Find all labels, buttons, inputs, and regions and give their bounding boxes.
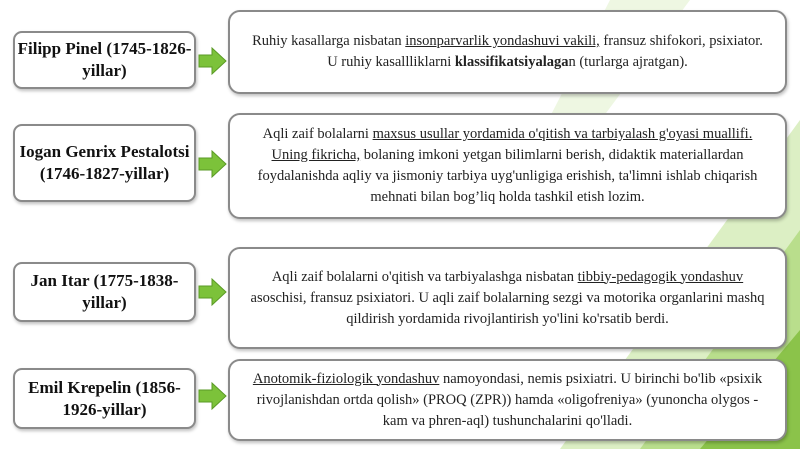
description-text: Aqli zaif bolalarni o'qitish va tarbiyalashga nisbatan tibbiy-pedagogik yondashuv asoschisi, fransuz psixiatori. U aqli zaif bolalarning sezgi va motorika organlarini mashq qildirish yordamida rivojlantirish yo'lini ko'rsatib berdi.	[250, 268, 765, 327]
description-text: Aqli zaif bolalarni maxsus usullar yordamida o'qitish va tarbiyalash g'oyasi muallifi. Uning fikricha, bolaning imkoni yetgan bilimlarni berish, didaktik materiallardan foydalanishda aqliy va jismoniy tarbiya uyg'unligiga erishish, ta'limni ishlab chiqarish mehnati bilan bog’liq holda tashkil etish lozim.	[257, 126, 758, 205]
person-name: Emil Krepelin (1856-1926-yillar)	[28, 377, 181, 419]
person-name: Jan Itar (1775-1838-yillar)	[30, 271, 179, 312]
person-name-box	[13, 368, 196, 429]
right-arrow-icon	[197, 277, 227, 307]
description-box	[228, 247, 787, 349]
right-arrow-icon	[197, 149, 227, 179]
person-name: Iogan Genrix Pestalotsi (1746-1827-yillar)	[19, 142, 190, 183]
description-box	[228, 10, 787, 94]
description-box	[228, 359, 787, 441]
person-name-box	[13, 124, 196, 202]
person-name-box	[13, 31, 196, 89]
right-arrow-icon	[197, 381, 227, 411]
person-name: Filipp Pinel (1745-1826-yillar)	[17, 39, 192, 80]
description-text: Ruhiy kasallarga nisbatan insonparvarlik yondashuvi vakili, fransuz shifokori, psixiator. U ruhiy kasallliklarni klassifikatsiyalagan (turlarga ajratgan).	[252, 33, 763, 70]
description-box	[228, 113, 787, 219]
description-text: Anotomik-fiziologik yondashuv namoyondasi, nemis psixiatri. U birinchi bo'lib «psixik rivojlanishdan ortda qolish» (PROQ (ZPR)) hamda «oligofreniya» (yunoncha olygos - kam va phren-aql) tushunchalarini qo'lladi.	[252, 370, 763, 429]
person-name-box	[13, 262, 196, 322]
right-arrow-icon	[197, 46, 227, 76]
